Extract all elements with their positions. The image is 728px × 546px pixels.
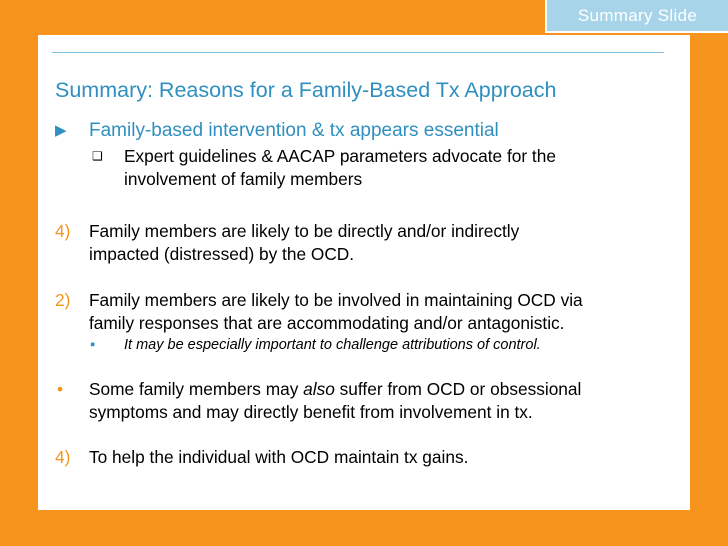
sub-bullet-text-line2: involvement of family members	[124, 169, 363, 189]
item-text: To help the individual with OCD maintain tx gains.	[89, 447, 469, 467]
dot-bullet-icon: •	[57, 379, 64, 399]
sub-bullet-text-line1: Expert guidelines & AACAP parameters advocate for the	[124, 146, 556, 166]
item-text-line2: family responses that are accommodating and/or antagonistic.	[89, 313, 565, 333]
emphasis-text: also	[303, 379, 335, 399]
text-segment: suffer from OCD or obsessional	[334, 379, 582, 399]
item-text-line2: impacted (distressed) by the OCD.	[89, 244, 355, 264]
item-number: 2)	[55, 290, 71, 310]
item-text-line1: Family members are likely to be involved in maintaining OCD via	[89, 290, 583, 310]
square-bullet-icon: ❑	[92, 149, 103, 163]
slide-panel	[38, 35, 690, 510]
sub-bullet-text: It may be especially important to challenge attributions of control.	[124, 337, 541, 353]
item-text-line2: symptoms and may directly benefit from involvement in tx.	[89, 402, 533, 422]
title-divider	[52, 52, 664, 53]
slide-title: Summary: Reasons for a Family-Based Tx Approach	[55, 78, 557, 102]
text-segment: Some family members may	[89, 379, 304, 399]
item-number: 4)	[55, 447, 71, 467]
triangle-bullet-icon: ▶	[55, 122, 67, 139]
item-text-line1: Family members are likely to be directly and/or indirectly	[89, 221, 520, 241]
item-text-line1	[89, 378, 581, 401]
bullet-text: Family-based intervention & tx appears essential	[89, 120, 499, 141]
item-number: 4)	[55, 221, 71, 241]
summary-slide-tag: Summary Slide	[545, 0, 728, 33]
square-bullet-icon: ▪	[90, 337, 96, 353]
